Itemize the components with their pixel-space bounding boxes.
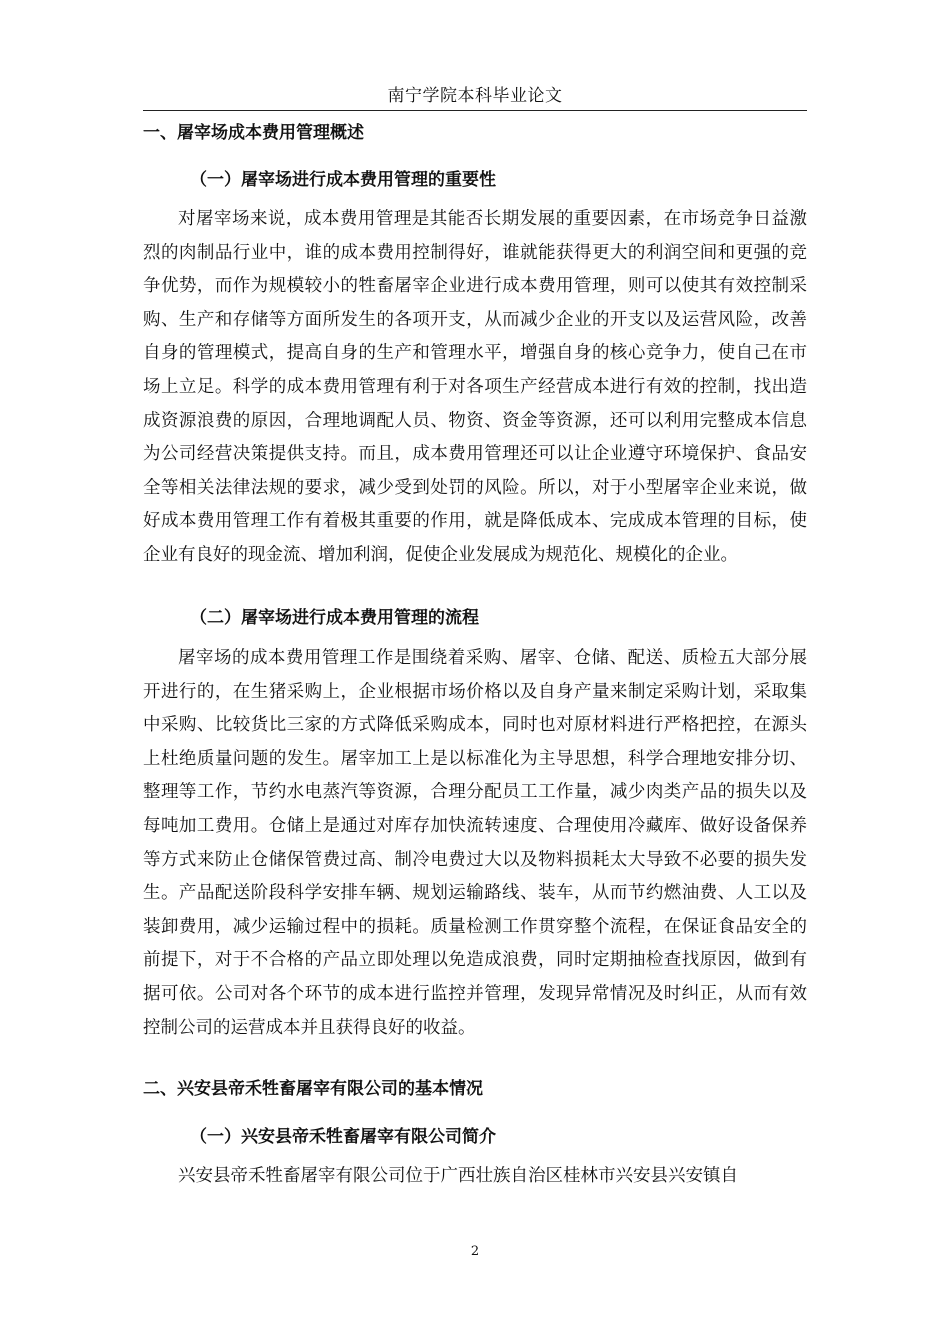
section-2-heading: 二、兴安县帝禾牲畜屠宰有限公司的基本情况 bbox=[143, 1079, 483, 1099]
header-divider bbox=[143, 110, 807, 111]
section-1-heading: 一、屠宰场成本费用管理概述 bbox=[143, 123, 364, 143]
section-1-2-paragraph: 屠宰场的成本费用管理工作是围绕着采购、屠宰、仓储、配送、质检五大部分展开进行的，在生猪采购上，企业根据市场价格以及自身产量来制定采购计划，采取集中采购、比较货比三家的方式降低采购成本，同时也对原材料进行严格把控，在源头上杜绝质量问题的发生。屠宰加工上是以标准化为主导思想，科学合理地安排分切、整理等工作，节约水电蒸汽等资源，合理分配员工工作量，减少肉类产品的损失以及每吨加工费用。仓储上是通过对库存加快流转速度、合理使用冷藏库、做好设备保养等方式来防止仓储保管费过高、制冷电费过大以及物料损耗太大导致不必要的损失发生。产品配送阶段科学安排车辆、规划运输路线、装车，从而节约燃油费、人工以及装卸费用，减少运输过程中的损耗。质量检测工作贯穿整个流程，在保证食品安全的前提下，对于不合格的产品立即处理以免造成浪费，同时定期抽检查找原因，做到有据可依。公司对各个环节的成本进行监控并管理，发现异常情况及时纠正，从而有效控制公司的运营成本并且获得良好的收益。 bbox=[143, 648, 807, 1038]
section-2-1-paragraph: 兴安县帝禾牲畜屠宰有限公司位于广西壮族自治区桂林市兴安县兴安镇自 bbox=[178, 1166, 738, 1186]
section-1-1-heading: （一）屠宰场进行成本费用管理的重要性 bbox=[190, 170, 496, 190]
section-1-2-heading: （二）屠宰场进行成本费用管理的流程 bbox=[190, 608, 479, 628]
section-2-1-heading: （一）兴安县帝禾牲畜屠宰有限公司简介 bbox=[190, 1127, 496, 1147]
page-number: 2 bbox=[470, 1244, 480, 1259]
page-header: 南宁学院本科毕业论文 bbox=[387, 86, 563, 106]
section-1-1-paragraph: 对屠宰场来说，成本费用管理是其能否长期发展的重要因素，在市场竞争日益激烈的肉制品行业中，谁的成本费用控制得好，谁就能获得更大的利润空间和更强的竞争优势，而作为规模较小的牲畜屠宰企业进行成本费用管理，则可以使其有效控制采购、生产和存储等方面所发生的各项开支，从而减少企业的开支以及运营风险，改善自身的管理模式，提高自身的生产和管理水平，增强自身的核心竞争力，使自己在市场上立足。科学的成本费用管理有利于对各项生产经营成本进行有效的控制，找出造成资源浪费的原因，合理地调配人员、物资、资金等资源，还可以利用完整成本信息为公司经营决策提供支持。而且，成本费用管理还可以让企业遵守环境保护、食品安全等相关法律法规的要求，减少受到处罚的风险。所以，对于小型屠宰企业来说，做好成本费用管理工作有着极其重要的作用，就是降低成本、完成成本管理的目标，使企业有良好的现金流、增加利润，促使企业发展成为规范化、规模化的企业。 bbox=[143, 209, 807, 565]
